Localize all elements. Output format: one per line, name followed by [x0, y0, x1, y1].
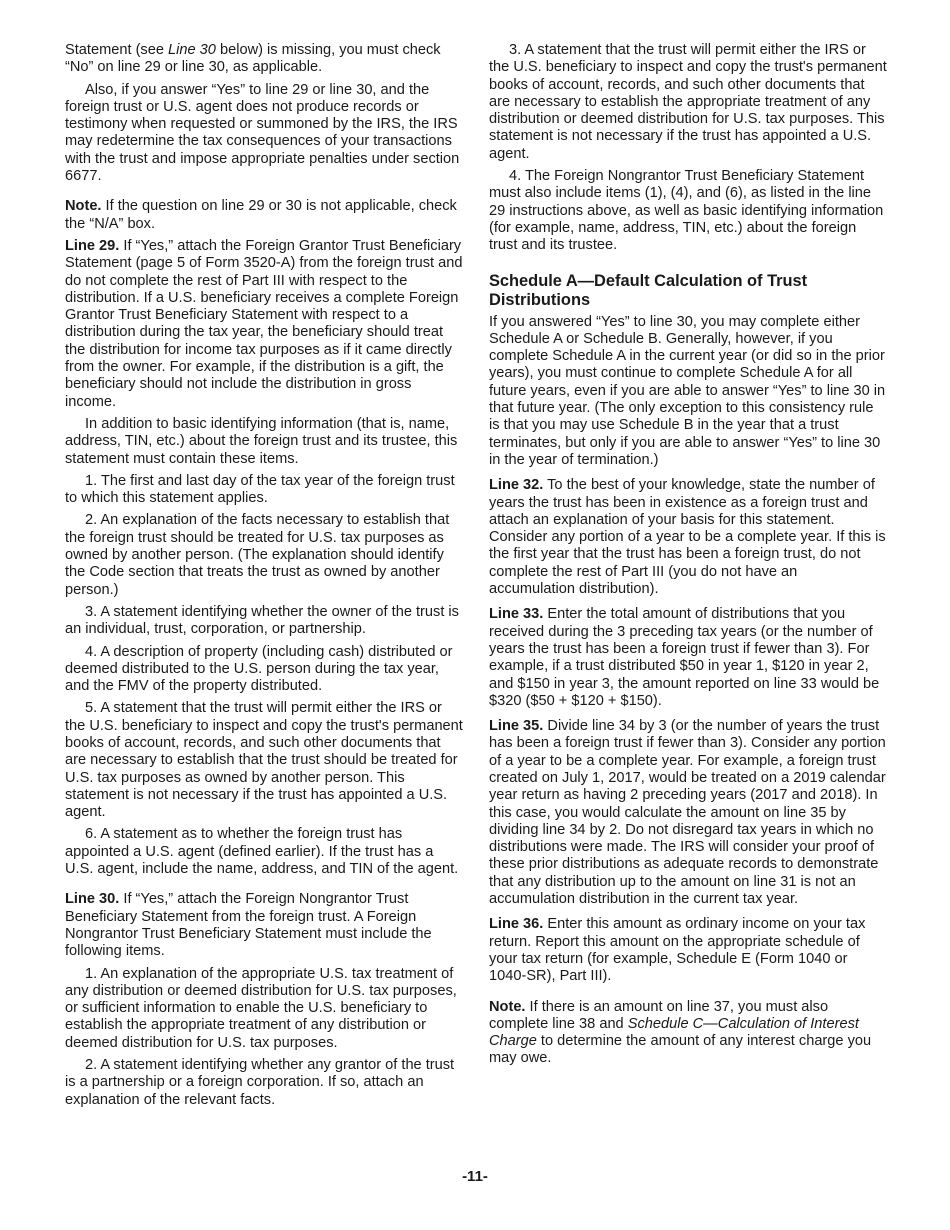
line-29-item-6: 6. A statement as to whether the foreign trust has appointed a U.S. agent (defined earlier). If the trust has a U.S. agent, include the name, address, and TIN of the agent. — [65, 826, 459, 878]
line-29-label: Line 29. — [65, 237, 120, 254]
line-30-reference: Line 30 — [168, 42, 216, 58]
line-35-label: Line 35. — [489, 718, 544, 735]
line-29-item-2: 2. An explanation of the facts necessary to establish that the foreign trust should be treated for U.S. tax purposes as owned by another person. (The explanation should identify the Code section that treats the trust as owned by another person.) — [65, 512, 450, 598]
left-column — [65, 42, 463, 1114]
line-33-label: Line 33. — [489, 606, 544, 623]
line-29-item-3: 3. A statement identifying whether the owner of the trust is an individual, trust, corporation, or partnership. — [65, 603, 459, 638]
paragraph-continuation: Statement (see Line 30 below) is missing, you must check “No” on line 29 or line 30, as applicable. — [65, 42, 441, 76]
line-30-item-1: 1. An explanation of the appropriate U.S. tax treatment of any distribution or deemed distribution for U.S. tax purposes, or sufficient information to enable the U.S. beneficiary to establish the appropriate treatment of any distribution or deemed distribution for U.S. tax purposes. — [65, 965, 457, 1051]
note-na: Note. If the question on line 29 or 30 is not applicable, check the “N/A” box. — [65, 198, 457, 232]
line-29-paragraph: Line 29. If “Yes,” attach the Foreign Grantor Trust Beneficiary Statement (page 5 of Form 3520-A) from the foreign trust and do not complete the rest of Part III with respect to the distribution. If a U.S. beneficiary receives a complete Foreign Grantor Trust Beneficiary Statement with respect to a distribution during the tax year, the beneficiary should treat the distribution for income tax purposes as if it came directly from the owner. For example, if the distribution is a gift, the beneficiary should not include the distribution in gross income. — [65, 237, 463, 410]
page-number: -11- — [462, 1168, 488, 1185]
line-36-paragraph: Line 36. Enter this amount as ordinary income on your tax return. Report this amount on the appropriate schedule of your tax return (for example, Schedule E (Form 1040 or 1040-SR), Part III). — [489, 916, 866, 985]
line-30-item-3: 3. A statement that the trust will permit either the IRS or the U.S. beneficiary to inspect and copy the trust's permanent books of account, records, and such other documents that are necessary to establish the appropriate treatment of any distribution or deemed distribution for U.S. tax purposes. This statement is not necessary if the trust has appointed a U.S. agent. — [489, 42, 887, 162]
line-30-item-2: 2. A statement identifying whether any grantor of the trust is a partnership or a foreign corporation. If so, attach an explanation of the relevant facts. — [65, 1057, 455, 1108]
line-32-paragraph: Line 32. To the best of your knowledge, state the number of years the trust has been in existence as a foreign trust and attach an explanation of your basis for this statement. Consider any portion of a year to be a complete year. If this is the first year that the trust has been a foreign trust, do not complete the rest of Part III (you do not have an accumulation distribution). — [489, 477, 886, 598]
right-column — [489, 42, 887, 1073]
line-29-item-4: 4. A description of property (including cash) distributed or deemed distributed to the U.S. person during the tax year, and the FMV of the property distributed. — [65, 643, 453, 695]
note-line-37: Note. If there is an amount on line 37, you must also complete line 38 and Schedule C—Calculation of Interest Charge to determine the amount of any interest charge you may owe. — [489, 998, 872, 1067]
line-29-identifying-info: In addition to basic identifying information (that is, name, address, TIN, etc.) about the foreign trust and its trustee, this statement must contain these items. — [65, 415, 458, 467]
line-33-paragraph: Line 33. Enter the total amount of distributions that you received during the 3 preceding tax years (or the number of years the trust has been a foreign trust if fewer than 3). For example, if a trust distributed $50 in year 1, $120 in year 2, and $150 in year 3, the amount reported on line 33 would be $320 ($50 + $120 + $150). — [489, 606, 880, 709]
schedule-c-reference: Schedule C—Calculation of Interest Charge — [489, 1015, 859, 1050]
line-30-label: Line 30. — [65, 891, 120, 908]
line-32-label: Line 32. — [489, 477, 544, 494]
schedule-a-paragraph: If you answered “Yes” to line 30, you may complete either Schedule A or Schedule B. Generally, however, if you complete Schedule A in the current year (or did so in the prior years), you must continue to complete Schedule A for all future years, even if you are able to answer “Yes” to line 30 in that future year. (The only exception to this consistency rule is that you may use Schedule B in the year that a trust terminates, but only if you are able to answer “Yes” to line 30 in the year of termination.) — [489, 313, 886, 468]
line-29-item-5: 5. A statement that the trust will permit either the IRS or the U.S. beneficiary to inspect and copy the trust's permanent books of account, records, and such other documents that are necessary to establish that the trust should be treated for U.S. tax purposes as owned by another person. This statement is not necessary if the trust has appointed a U.S. agent. — [65, 700, 463, 821]
note-label: Note. — [65, 198, 102, 215]
line-30-paragraph: Line 30. If “Yes,” attach the Foreign Nongrantor Trust Beneficiary Statement from the foreign trust. A Foreign Nongrantor Trust Beneficiary Statement must include the following items. — [65, 891, 432, 960]
line-35-paragraph: Line 35. Divide line 34 by 3 (or the number of years the trust has been a foreign trust if fewer than 3). Consider any portion of a year to be a complete year. For example, a foreign trust created on July 1, 2017, would be treated on a 2019 calendar year return as having 2 preceding years (2017 and 2018). In this case, you would calculate the amount on line 35 by dividing line 34 by 2. Do not disregard tax years in which no distributions were made. The IRS will consider your proof of these prior distributions as adequate records to demonstrate that any distribution up to the amount on line 31 is not an accumulation distribution in the current tax year. — [489, 718, 886, 908]
note-label: Note. — [489, 998, 526, 1015]
line-36-label: Line 36. — [489, 916, 544, 933]
line-29-item-1: 1. The first and last day of the tax year of the foreign trust to which this statement applies. — [65, 472, 455, 507]
line-30-item-4: 4. The Foreign Nongrantor Trust Beneficiary Statement must also include items (1), (4), and (6), as listed in the line 29 instructions above, as well as basic identifying information (for example, name, address, TIN, etc.) about the foreign trust and its trustee. — [489, 168, 884, 254]
paragraph-records: Also, if you answer “Yes” to line 29 or line 30, and the foreign trust or U.S. agent does not produce records or testimony when requested or summoned by the IRS, the IRS may redetermine the tax consequences of your transactions with the trust and impose appropriate penalties under section 6677. — [65, 81, 460, 185]
schedule-a-heading: Schedule A—Default Calculation of Trust Distributions — [489, 271, 808, 310]
